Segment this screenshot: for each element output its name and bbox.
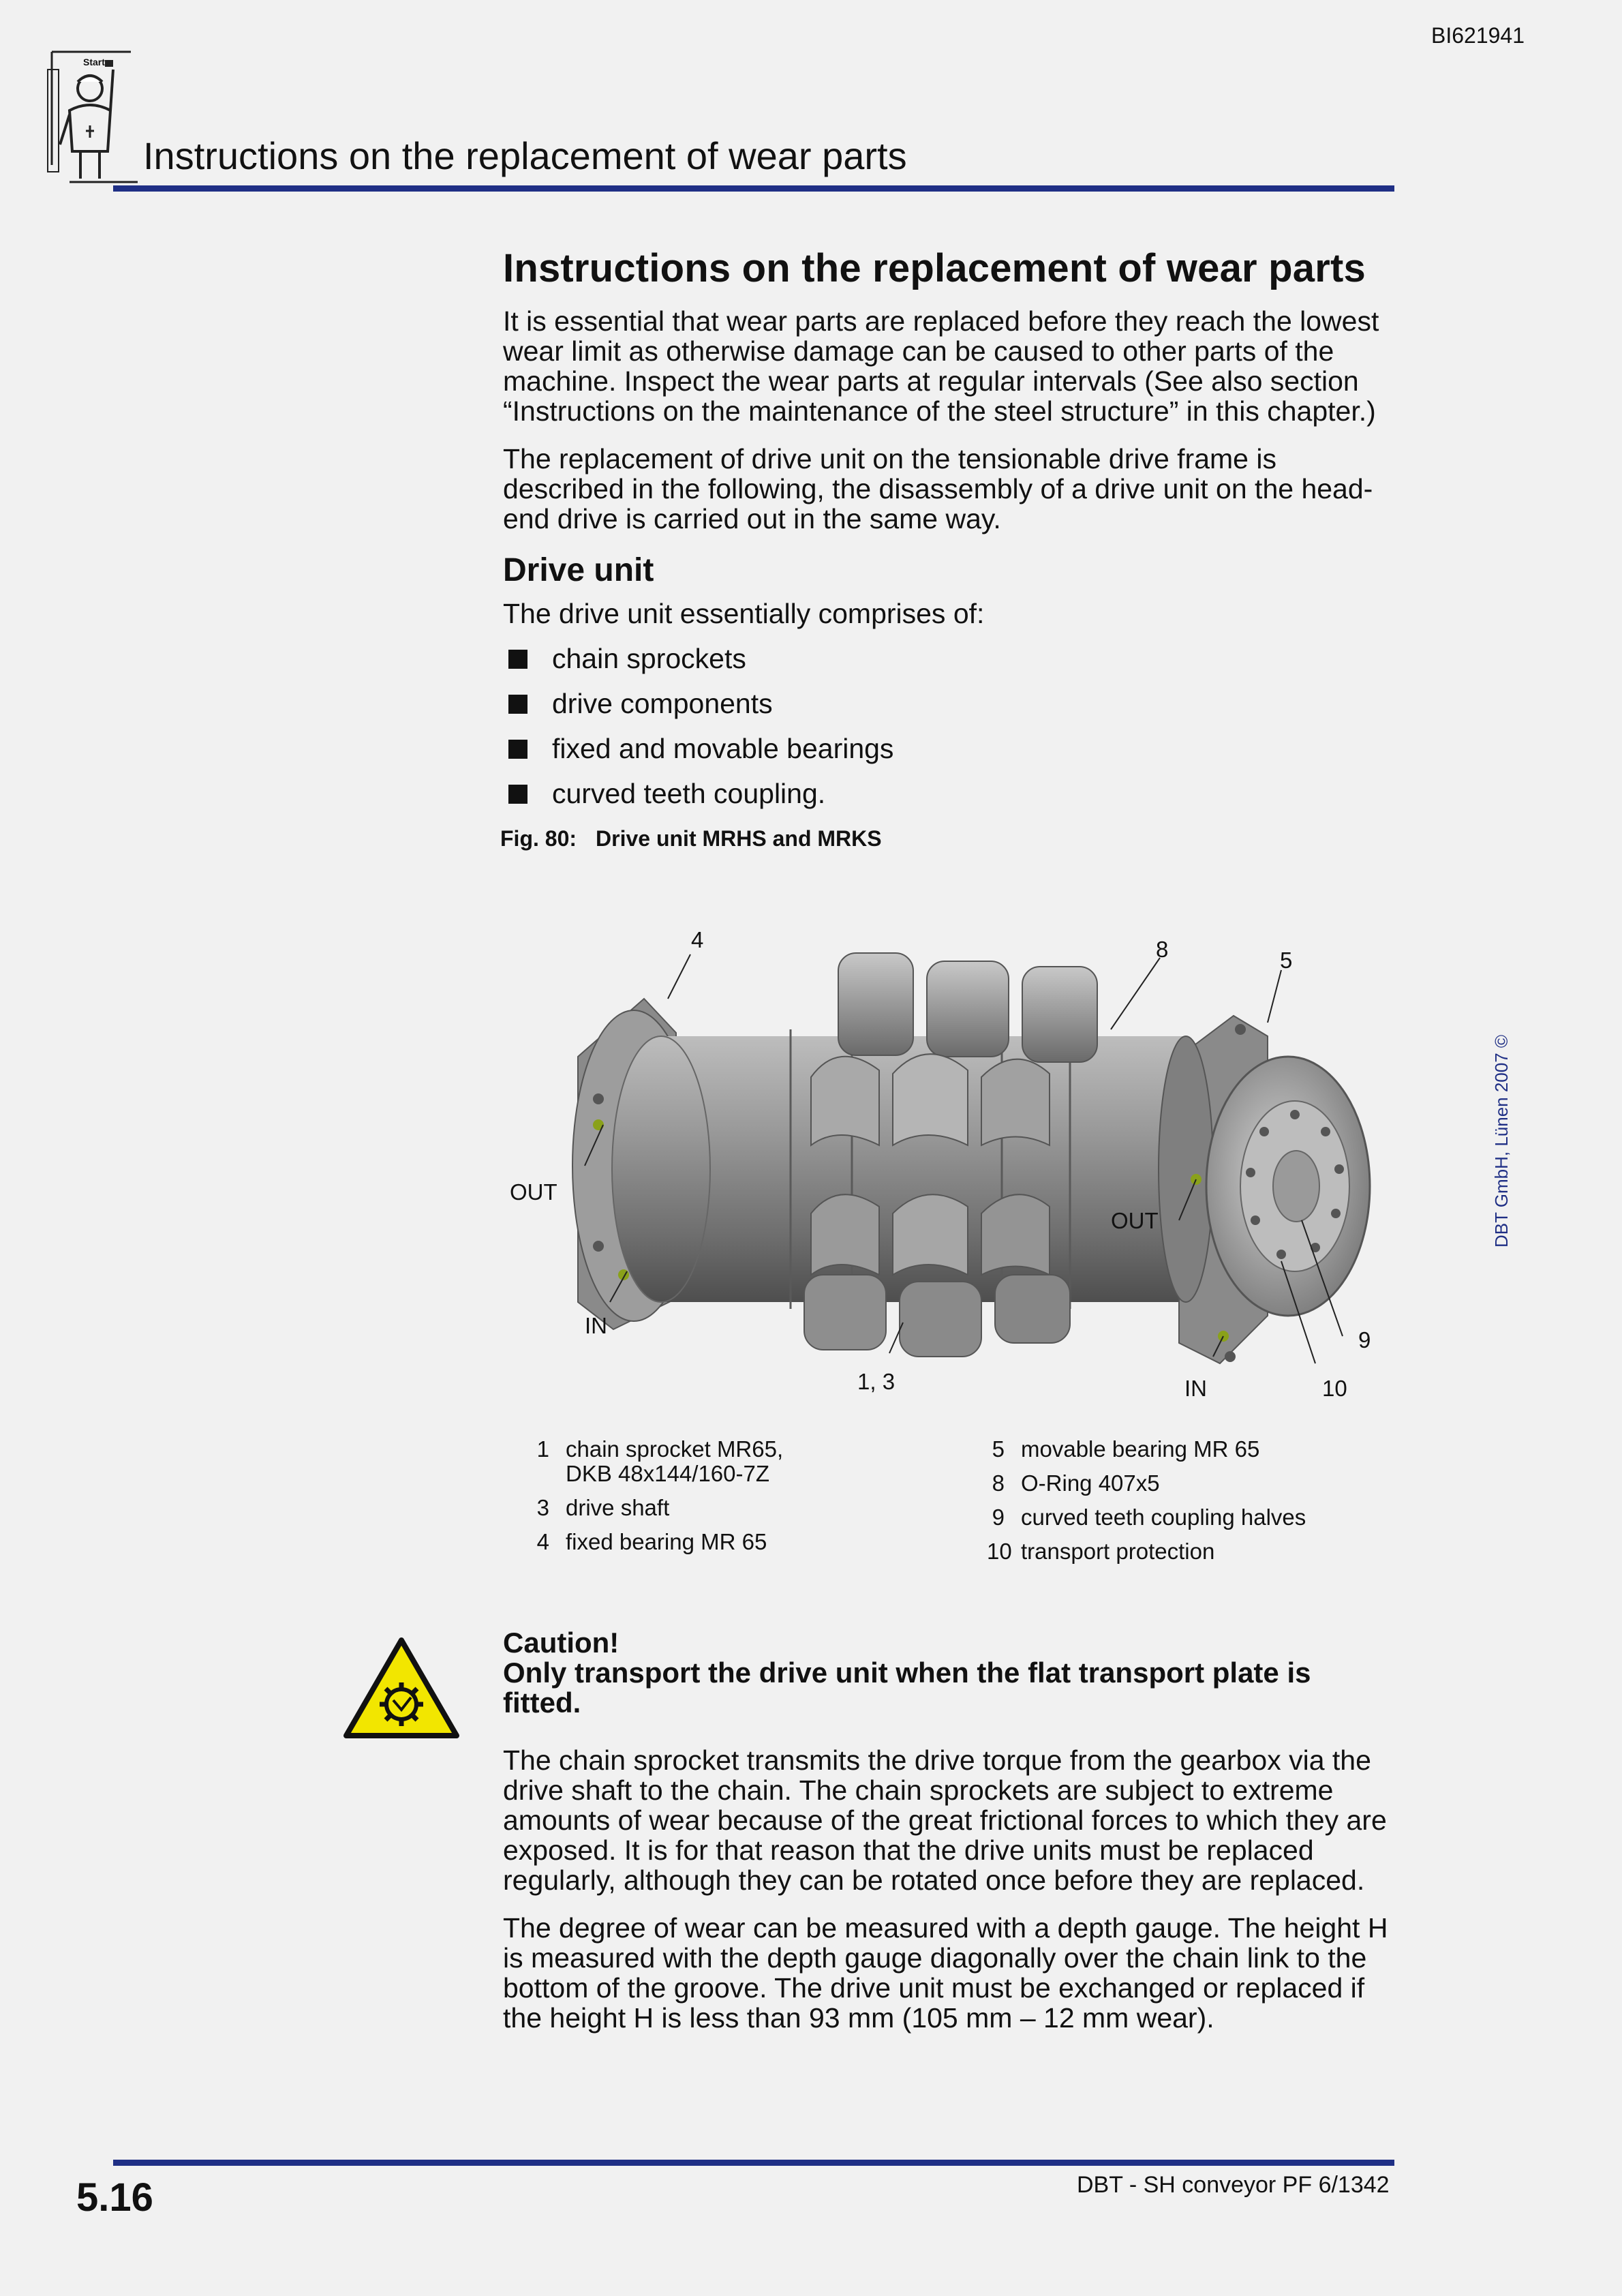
- sprocket-teeth-bottom: [804, 1275, 1070, 1357]
- bullet-icon: [508, 740, 527, 759]
- legend-item: 5 movable bearing MR 65: [992, 1436, 1260, 1462]
- main-content: [500, 245, 1403, 851]
- footer-rule: [113, 2160, 1394, 2166]
- paragraph-sprocket-wear: The chain sprocket transmits the drive torque from the gearbox via the drive shaft to the chain. The chain sprockets are subject to extreme amounts of wear because of the great frictional forces to which they are exposed. It is for that reason that the drive units must be replaced regularly, although they can be rotated once before they are replaced.: [503, 1744, 1387, 1896]
- paragraph-comprises: The drive unit essentially comprises of:: [503, 598, 985, 629]
- callout-9: 9: [1358, 1327, 1371, 1353]
- page-number: 5.16: [76, 2175, 153, 2220]
- bullet-icon: [508, 650, 527, 669]
- legend-column-left: [532, 1437, 954, 1564]
- callout-8: 8: [1156, 937, 1169, 962]
- footer-product: DBT - SH conveyor PF 6/1342: [1077, 2172, 1390, 2198]
- callout-1-3: 1, 3: [857, 1369, 896, 1394]
- legend-item: 4 fixed bearing MR 65: [536, 1529, 767, 1554]
- legend-item: 3 drive shaft: [536, 1495, 670, 1520]
- paragraph-depth-gauge: The degree of wear can be measured with a depth gauge. The height H is measured with the depth gauge diagonally over the chain link to the bottom of the groove. The drive unit must be exchanged or replaced if the height H is less than 93 mm (105 mm – 12 mm wear).: [503, 1912, 1388, 2034]
- section-heading: Instructions on the replacement of wear parts: [503, 246, 1366, 290]
- callout-in-right: IN: [1184, 1376, 1207, 1401]
- list-item: drive components: [503, 689, 1403, 719]
- callout-5: 5: [1280, 948, 1293, 973]
- paragraph-replacement: The replacement of drive unit on the tensionable drive frame is described in the following, the disassembly of a drive unit on the head-end drive is carried out in the same way.: [503, 443, 1373, 534]
- callout-in-left: IN: [585, 1313, 607, 1338]
- callout-out-left: OUT: [510, 1179, 557, 1205]
- gear-hazard-warning-icon: [342, 1636, 461, 1740]
- legend-item: 10 transport protection: [987, 1539, 1215, 1564]
- drive-unit-drawing: [572, 953, 1370, 1363]
- sprocket-teeth-top: [838, 953, 1097, 1062]
- caution-notice: [503, 1628, 1389, 1718]
- header-title: Instructions on the replacement of wear parts: [143, 134, 907, 177]
- legend-item: 8 O-Ring 407x5: [992, 1470, 1160, 1496]
- legend-column-right: [987, 1437, 1409, 1573]
- list-item: curved teeth coupling.: [503, 779, 1403, 809]
- figure-caption: [500, 826, 1403, 851]
- list-item: fixed and movable bearings: [503, 734, 1403, 764]
- bullet-icon: [508, 785, 527, 804]
- copyright-notice: DBT GmbH, Lünen 2007 ©: [1491, 1034, 1512, 1248]
- callout-10: 10: [1322, 1376, 1347, 1401]
- paragraph-intro: It is essential that wear parts are replaced before they reach the lowest wear limit as otherwise damage can be caused to other parts of the machine. Inspect the wear parts at regular intervals (See also section “Instructions on the maintenance of the steel structure” in this chapter.): [503, 305, 1379, 427]
- svg-text:Start: Start: [83, 57, 105, 67]
- header-rule: [113, 185, 1394, 192]
- legend-item: 9 curved teeth coupling halves: [992, 1505, 1306, 1530]
- drive-unit-figure: [498, 920, 1397, 1411]
- callout-4: 4: [691, 927, 704, 952]
- document-id: BI621941: [1431, 23, 1525, 48]
- list-item: chain sprockets: [503, 644, 1403, 674]
- sprocket-description: [503, 1745, 1403, 2051]
- component-list: [503, 644, 1403, 809]
- legend-item: 1 chain sprocket MR65, DKB 48x144/160-7Z: [536, 1436, 784, 1486]
- figure-number: Fig. 80:: [500, 826, 577, 851]
- subheading-drive-unit: Drive unit: [503, 552, 654, 588]
- start-worker-icon: [42, 49, 138, 185]
- caution-text: Only transport the drive unit when the flat transport plate is fitted.: [503, 1657, 1311, 1719]
- figure-title: Drive unit MRHS and MRKS: [596, 826, 882, 851]
- caution-title: Caution!: [503, 1627, 619, 1659]
- callout-out-right: OUT: [1111, 1208, 1159, 1233]
- bullet-icon: [508, 695, 527, 714]
